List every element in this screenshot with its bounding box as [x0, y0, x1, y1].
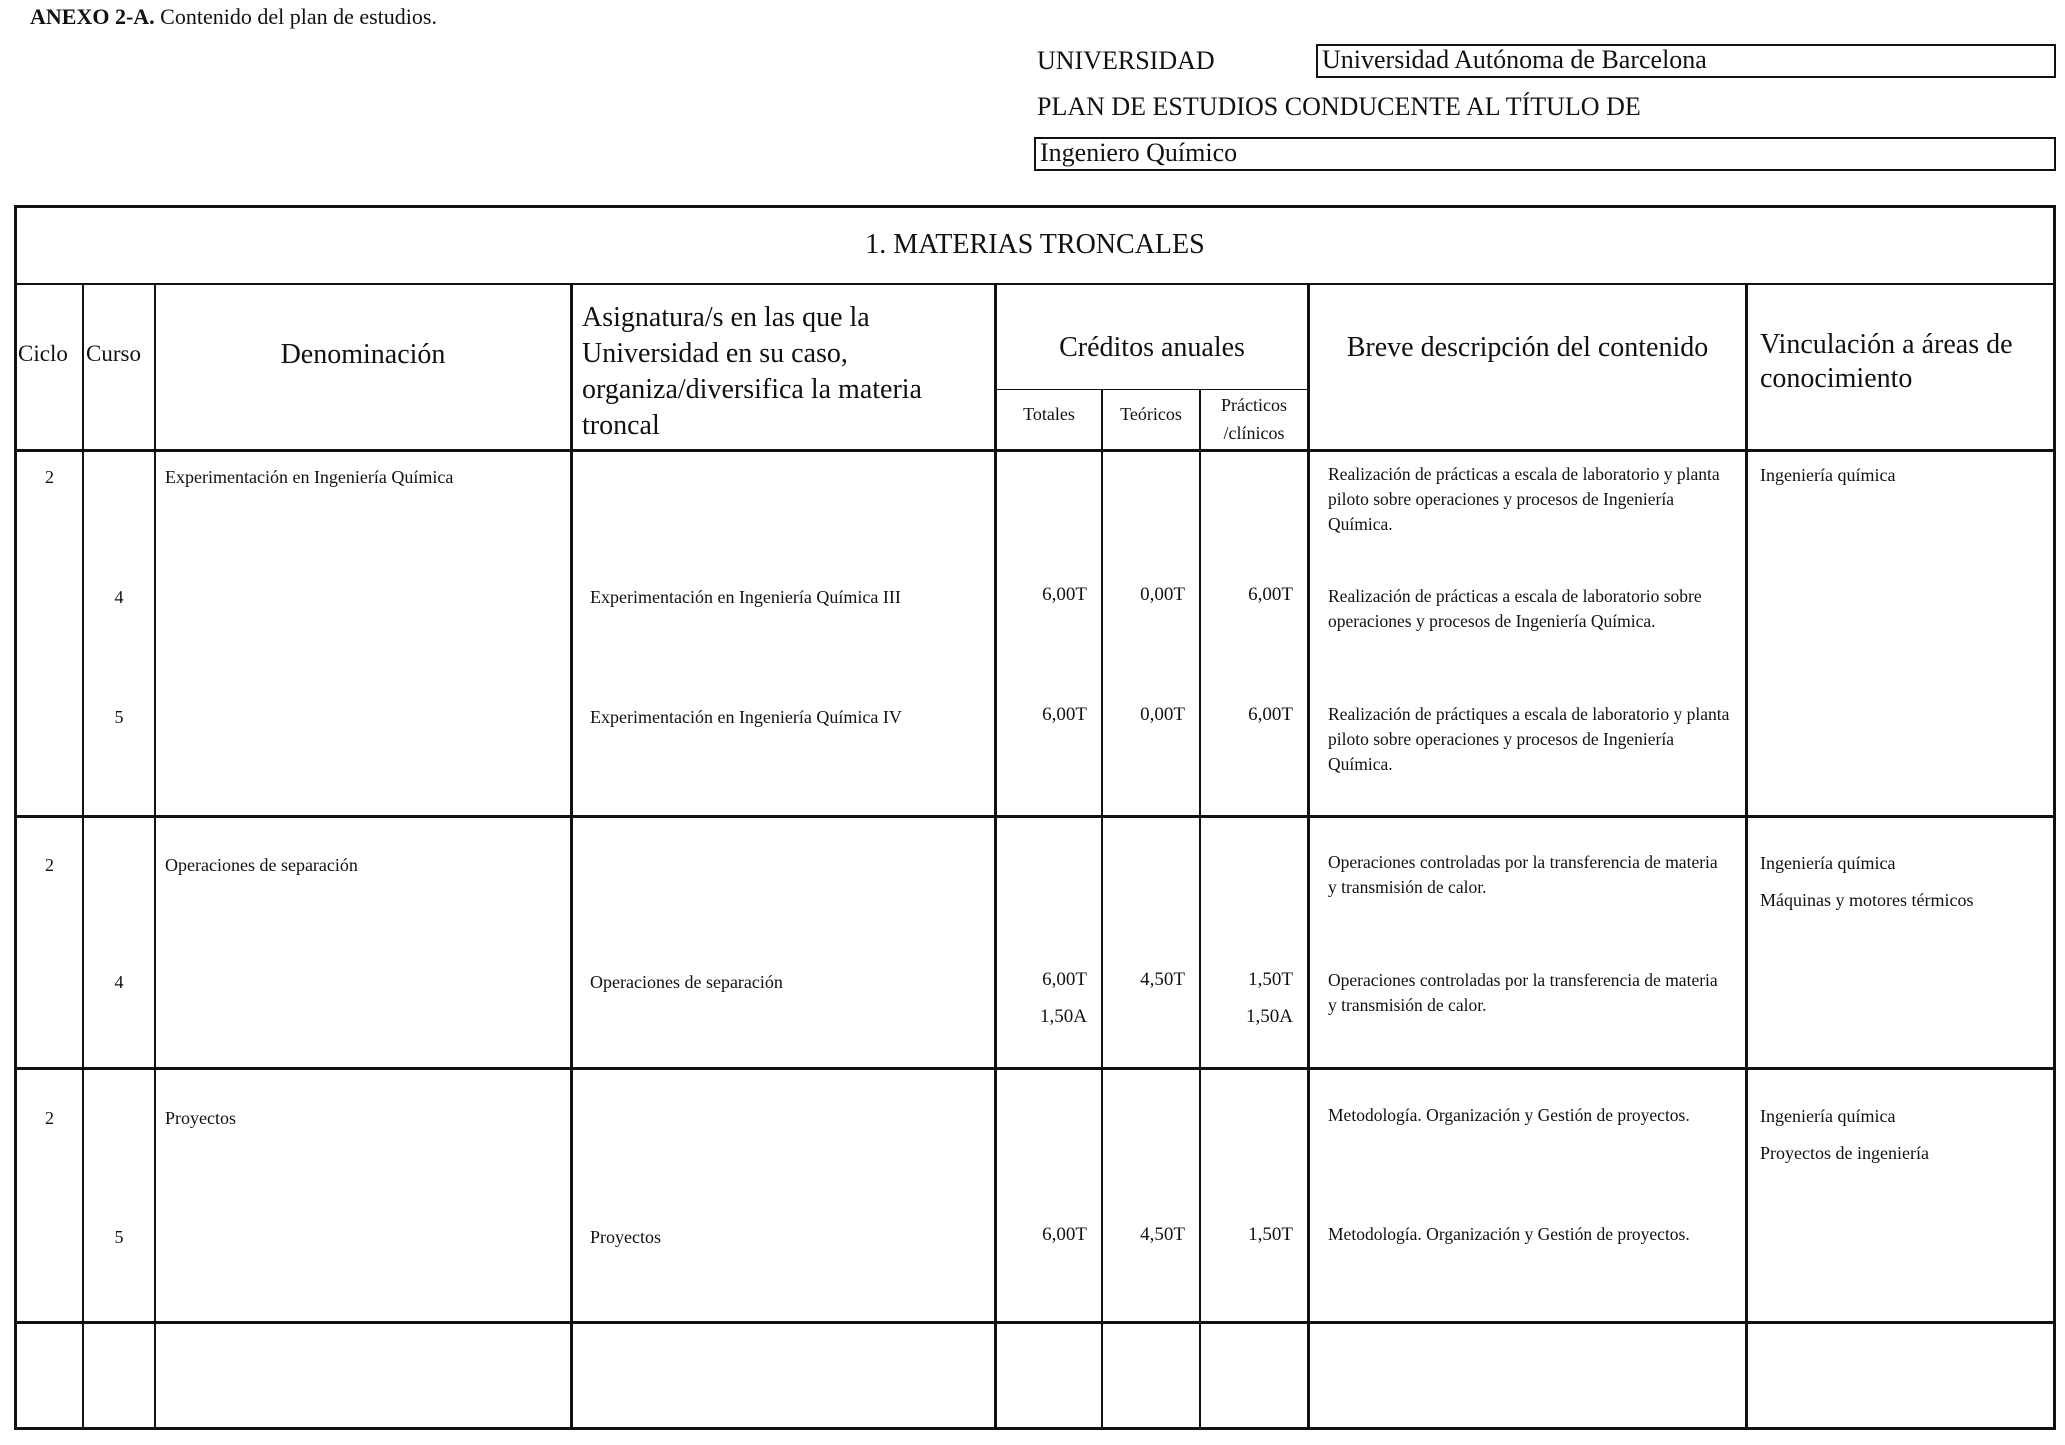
- row-asignatura: Experimentación en Ingeniería Química III: [590, 587, 901, 607]
- group-divider-2: [14, 1067, 2056, 1070]
- row-curso: 4: [114, 587, 124, 607]
- row-practicos: 6,00T: [1248, 704, 1293, 725]
- row-practicos: 1,50T: [1248, 969, 1293, 990]
- col-sep-asignatura: [994, 285, 997, 1430]
- group-area: Ingeniería química: [1760, 1106, 1896, 1126]
- group-area: Ingeniería química: [1760, 853, 1896, 873]
- col-header-totales: Totales: [1023, 404, 1075, 424]
- credits-subheader-rule: [995, 389, 1309, 390]
- col-sep-teoricos: [1199, 389, 1201, 1430]
- col-header-asignatura-line: Universidad en su caso,: [582, 338, 848, 369]
- section-title-rule: [14, 283, 2056, 285]
- row-descripcion: Realización de práctiques a escala de laboratorio y planta piloto sobre operaciones y procesos de Ingeniería Química.: [1328, 704, 1730, 774]
- col-header-asignatura: [582, 300, 922, 444]
- row-teoricos: 0,00T: [1140, 584, 1185, 605]
- group-ciclo: 2: [45, 855, 54, 875]
- col-header-asignatura-line: troncal: [582, 410, 660, 441]
- row-practicos: 1,50T: [1248, 1224, 1293, 1245]
- degree-title-field: Ingeniero Químico: [1034, 137, 2056, 171]
- col-header-practicos-line: /clínicos: [1223, 423, 1285, 443]
- group-ciclo: 2: [45, 1108, 54, 1128]
- row-descripcion: Metodología. Organización y Gestión de proyectos.: [1328, 1224, 1690, 1244]
- col-header-teoricos: Teóricos: [1120, 404, 1182, 424]
- row-totales: 6,00T: [1042, 704, 1087, 725]
- annex-text: Contenido del plan de estudios.: [160, 4, 437, 29]
- col-sep-creditos: [1307, 285, 1310, 1430]
- group-area: Máquinas y motores térmicos: [1760, 890, 1974, 910]
- col-header-descripcion: Breve descripción del contenido: [1346, 332, 1709, 363]
- university-label: UNIVERSIDAD: [1037, 46, 1215, 75]
- row-practicos: 6,00T: [1248, 584, 1293, 605]
- col-sep-descripcion: [1745, 285, 1748, 1430]
- col-header-vinculacion-line: conocimiento: [1760, 363, 1913, 394]
- col-sep-ciclo: [82, 285, 84, 1430]
- row-descripcion: Realización de prácticas a escala de laboratorio sobre operaciones y procesos de Ingeniería Química.: [1328, 586, 1702, 631]
- col-sep-denominacion: [570, 285, 573, 1430]
- column-header-rule: [14, 449, 2056, 452]
- col-header-ciclo: Ciclo: [18, 341, 68, 366]
- group-denominacion: Operaciones de separación: [165, 855, 358, 875]
- col-header-asignatura-line: organiza/diversifica la materia: [582, 374, 922, 405]
- group-divider-1: [14, 815, 2056, 818]
- annex-title: [30, 4, 437, 30]
- col-header-creditos: Créditos anuales: [1059, 332, 1245, 363]
- group-ciclo: 2: [45, 467, 54, 487]
- col-sep-totales: [1101, 389, 1103, 1430]
- col-sep-curso: [154, 285, 156, 1430]
- row-totales: 1,50A: [1040, 1006, 1087, 1027]
- row-asignatura: Proyectos: [590, 1227, 661, 1247]
- table-border-top: [14, 205, 2056, 208]
- group-descripcion: Operaciones controladas por la transferencia de materia y transmisión de calor.: [1328, 852, 1718, 897]
- group-divider-3: [14, 1321, 2056, 1324]
- col-header-vinculacion: [1760, 328, 2013, 396]
- row-asignatura: Experimentación en Ingeniería Química IV: [590, 707, 902, 727]
- col-header-curso: Curso: [86, 341, 141, 366]
- row-teoricos: 4,50T: [1140, 1224, 1185, 1245]
- row-totales: 6,00T: [1042, 584, 1087, 605]
- row-curso: 5: [114, 1227, 124, 1247]
- col-header-practicos-line: Prácticos: [1221, 395, 1287, 415]
- row-practicos: 1,50A: [1246, 1006, 1293, 1027]
- row-teoricos: 4,50T: [1140, 969, 1185, 990]
- table-border-bottom: [14, 1427, 2056, 1430]
- row-totales: 6,00T: [1042, 1224, 1087, 1245]
- row-descripcion: Operaciones controladas por la transferencia de materia y transmisión de calor.: [1328, 970, 1718, 1015]
- group-denominacion: Experimentación en Ingeniería Química: [165, 467, 454, 487]
- section-title: 1. MATERIAS TRONCALES: [865, 229, 1205, 260]
- group-denominacion: Proyectos: [165, 1108, 236, 1128]
- table-border-right: [2053, 205, 2056, 1430]
- row-totales: 6,00T: [1042, 969, 1087, 990]
- group-descripcion: Realización de prácticas a escala de laboratorio y planta piloto sobre operaciones y procesos de Ingeniería Química.: [1328, 464, 1720, 534]
- group-area: Proyectos de ingeniería: [1760, 1143, 1929, 1163]
- group-area: Ingeniería química: [1760, 465, 1896, 485]
- col-header-denominacion: Denominación: [280, 339, 446, 370]
- col-header-vinculacion-line: Vinculación a áreas de: [1760, 329, 2013, 360]
- row-curso: 4: [114, 972, 124, 992]
- col-header-asignatura-line: Asignatura/s en las que la: [582, 302, 870, 333]
- row-asignatura: Operaciones de separación: [590, 972, 783, 992]
- group-descripcion: Metodología. Organización y Gestión de proyectos.: [1328, 1105, 1690, 1125]
- plan-label: PLAN DE ESTUDIOS CONDUCENTE AL TÍTULO DE: [1037, 92, 1641, 121]
- col-header-practicos: [1201, 391, 1307, 447]
- university-field: Universidad Autónoma de Barcelona: [1316, 44, 2056, 78]
- row-curso: 5: [114, 707, 124, 727]
- annex-label: ANEXO 2-A.: [30, 4, 155, 29]
- row-teoricos: 0,00T: [1140, 704, 1185, 725]
- table-border-left: [14, 205, 17, 1430]
